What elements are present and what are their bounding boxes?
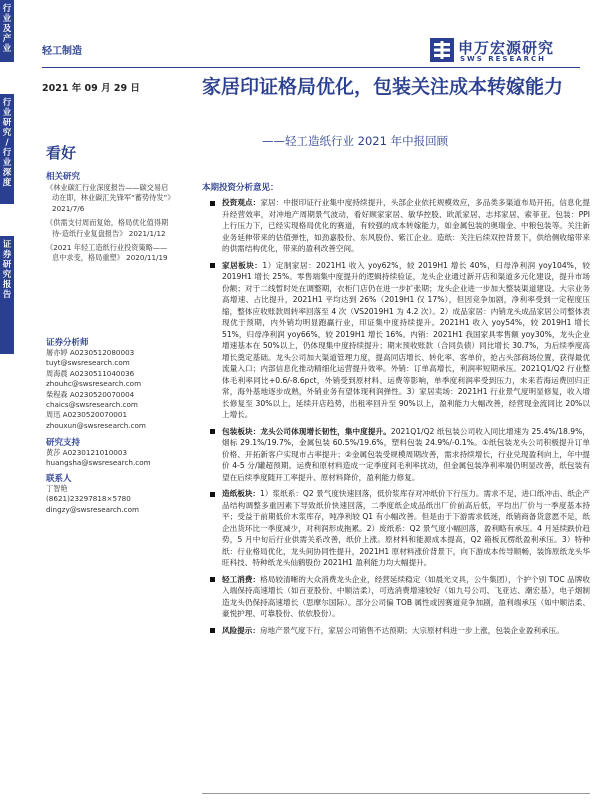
header-divider [42, 67, 580, 68]
related-heading: 相关研究 [46, 172, 81, 182]
report-title: 家居印证格局优化，包装关注成本转嫁能力 [202, 76, 564, 98]
contact-email[interactable]: dingzy@swsresearch.com [46, 504, 139, 514]
bullet-home-furnishing: 家居板块：1）定制家居：2021H1 收入 yoy62%，较 2019H1 增长 40%，归母净利润 yoy104%，较 2019H1 增长 25%。零售端集中度提升的逻辑持续验证，龙头企业通过新开店和渠道多元化建设，提升市场份额；对于二线暂时处在调整期，衣柜门店仍在进一步扩张期；龙头企业进一步加大整装渠道建设。大宗业务高增速、占比提升，2021H1 平均达到 26%（2019H1 仅 17%），但因竞争加剧，净利率受到一定程度压缩，整体应收账款周转率回落至 4 次（VS2019H1 为 4.2 次）。2）成品家居：内销龙头成品家居公司整体表现优于预期，内外销均明显跑赢行业，印证集中度持续提升。2021H1 收入 yoy54%，较 2019H1 增长 51%，归母净利润 yoy66%，较 2019H1 增长 16%。内销：2021H1 我国家具零售额 yoy30%，龙头企业增速基本在 50%以上，仍体现集中度持续提升；期末预收账款（合同负债）同比增长 30.7%，为后续季度高增长奠定基础。龙头公司加大渠道管理力度，提高同店增长、转化率、客单价，抢占头部商场位置，获得最优流量入口；内部信息化推动精细化运营提升效率。外销：订单高增长，利润率短期承压。2021Q1/Q2 行业整体毛利率同比+0.6/-8.6pct，外销受到原材料、运费等影响，单季度利润率受到压力，未来若海运费回归正常，海外基地逐步成熟，外销业务有望体现利润弹性。3）家居卖场：2021H1 行业景气度明显修复，收入增长修复至 30%以上，延续开店趋势，出租率回升至 90%以上，盈利能力大幅改善，经营现金流同比 20%以上增长。 [202, 260, 590, 421]
analyst-email[interactable]: tuyt@swsresearch.com [46, 358, 130, 368]
support-list [46, 448, 194, 469]
analyst-email[interactable]: zhouxun@swsresearch.com [46, 420, 146, 430]
logo [430, 36, 580, 66]
analysts-heading: 证券分析师 [46, 338, 89, 348]
support-name: 黄莎 A0230121010003 [46, 448, 128, 457]
contact-heading: 联系人 [46, 474, 72, 484]
industry-label: 轻工制造 [42, 46, 82, 57]
related-item[interactable]: 《林业碳汇行业深度报告——碳交易启 动在即，林业碳汇先锋军“蓄势待发”》 2021/7/6 [46, 183, 175, 213]
related-list [46, 183, 194, 264]
bullet-light-consumer: 轻工消费：格局较清晰的大众消费龙头企业，经营延续稳定（如晨光文具，公牛集团），个护个别 TOC 品牌收入端保持高速增长（如百亚股份、中顺洁柔），可选消费增速较好（如九号公司、飞亚达、潮宏基），电子烟制造龙头仍保持高速增长（思摩尔国际）。部分公司偏 TOB 属性或因赛道竞争加剧，盈利端承压（如中顺洁柔、豪悦护理、可靠股份、依依股份）。 [202, 574, 590, 620]
rating: 看好 [46, 144, 77, 162]
support-email[interactable]: huangsha@swsresearch.com [46, 458, 151, 468]
report-subtitle: ——轻工造纸行业 2021 年中报回顾 [262, 134, 449, 148]
side-band-securities-report: 证 券 研 究 报 告 [0, 236, 14, 354]
analyst-name: 柴程森 A0230520070004 [46, 389, 135, 399]
related-item[interactable]: 《供需支付周而复始，格局优化值得期 待-造纸行业复盘报告》 2021/1/12 [46, 218, 169, 238]
side-band-report-type: 行 业 研 究 / 行 业 深 度 [0, 94, 14, 204]
analysts-list [46, 348, 194, 431]
analyst-name: 周海晨 A0230511040036 [46, 368, 135, 378]
contact-phone: (8621)23297818×5780 [46, 494, 131, 504]
related-item[interactable]: 《2021 年轻工造纸行业投资策略—— 息中求变，格局重塑》 2020/11/19 [46, 243, 168, 263]
analyst-name: 周迅 A0230520070001 [46, 410, 128, 420]
bullet-paper: 造纸板块：1）浆纸系：Q2 景气度快速回落，低价浆库存对冲纸价下行压力。需求不足，进口纸冲击、纸企产品结构调整多重因素下导致纸价快速回落，二季度纸企成品纸出厂价前高后低，平均出厂价与一季度基本持平；受益于前期低价木浆库存，吨净利较 Q1 有小幅改善。但是由于下游需求低迷，纸销商备货意愿不足，纸企出货环比一季度减少，对利润形成拖累。2）废纸系：Q2 景气度小幅回落，盈利略有承压。4 月延续跌价趋势，5 月中旬后行业供需关系改善，纸价上涨。原材料和能源成本提高，Q2 箱板瓦楞纸盈利承压。3）特种纸：行业格局优化，龙头间协同性提升，2021H1 原材料涨价背景下，向下游成本传导顺畅，装饰原纸龙头华旺科技、特种纸龙头仙鹤股份 2021H1 盈利能力均大幅提升。 [202, 488, 590, 569]
contact-name: 丁智艳 [46, 484, 68, 493]
analyst-email[interactable]: chaics@swsresearch.com [46, 400, 138, 410]
analyst-name: 屠亦婷 A0230512080003 [46, 348, 135, 357]
logo-mark-icon [430, 38, 454, 62]
contact-info [46, 484, 194, 515]
main-content [202, 197, 590, 641]
bullet-packaging: 包装板块：龙头公司体现增长韧性，集中度提升。2021Q1/Q2 纸包装公司收入同比增速为 25.4%/18.9%，烟标 29.1%/19.7%，金属包装 60.5%/19.6%，塑料包装 24.9%/-0.1%。①纸包装龙头公司积极提升订单价格、开拓新客户实现市占率提升；②金属包装受规模周期改善，需求持续增长，行业兑现盈利向上，年中提价 4-5 分/罐超预期。运费和原材料造成一定季度间毛利率扰动，但金属包装净利率端仍明显改善，纸包装有望在后续季度随开工率提升、原材料降价，盈利能力修复。 [202, 426, 590, 484]
analyst-email[interactable]: zhouhc@swsresearch.com [46, 379, 142, 389]
report-date: 2021 年 09 月 29 日 [42, 83, 140, 94]
section-label: 本期投资分析意见： [202, 183, 279, 193]
bullet-risk: 风险提示：房地产景气度下行，家居公司销售不达预期；大宗原材料进一步上涨，包装企业盈利承压。 [202, 625, 590, 637]
side-band-industry: 行 业 及 产 业 [0, 0, 14, 62]
support-heading: 研究支持 [46, 438, 81, 448]
bullet-investment-view: 投资观点：家居：中报印证行业集中度持续提升，头部企业依托规模效应，多品类多渠道布局开拓，信息化提升经营效率，对冲地产周期景气波动，看好顾家家居、敏华控股、欧派家居、志邦家居、索菲亚。包装：PPI 上行压力下，已经实现格局优化的赛道，有较强的成本转嫁能力，如金属包装的奥瑞金、中粮包装等。关注新业务延伸带来的估值弹性，如劲嘉股份、东风股份、紫江企业。造纸：关注后续双控背景下，供给侧收缩带来的供需结构优化，带来的盈利改善空间。 [202, 197, 590, 255]
logo-name-cn: 申万宏源研究 [458, 39, 555, 57]
footer-divider [202, 793, 590, 794]
logo-name-en: SWS RESEARCH [460, 55, 547, 63]
